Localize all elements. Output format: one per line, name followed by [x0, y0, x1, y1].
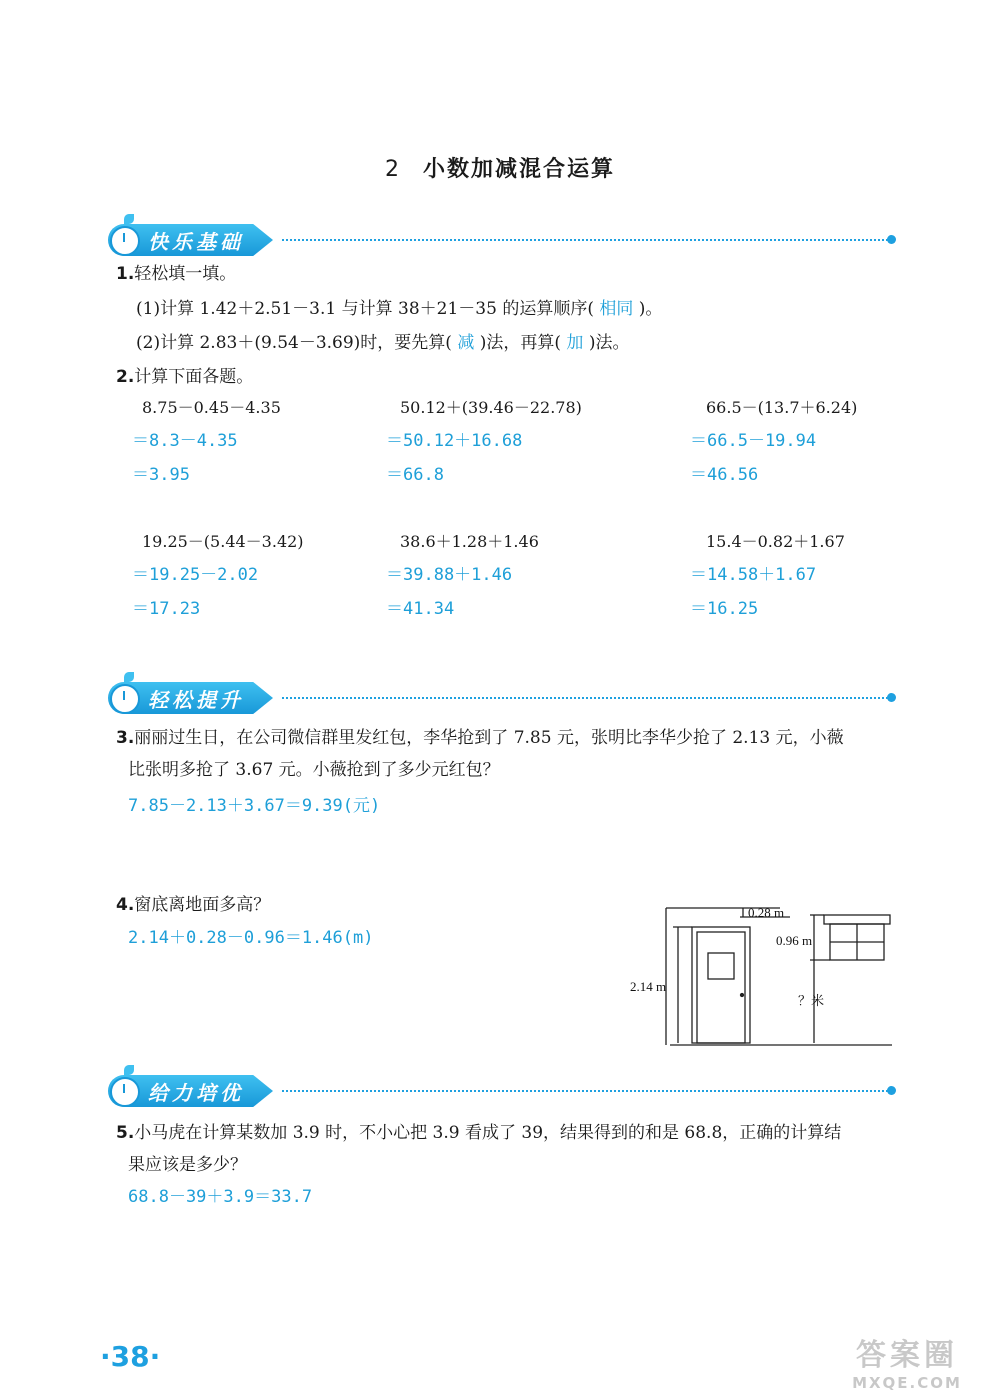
- clock-icon: [110, 1077, 140, 1107]
- leaf-icon: [124, 672, 134, 682]
- question-number: 3.: [116, 728, 135, 748]
- dotted-divider: [282, 697, 888, 699]
- page-number: ·38·: [100, 1340, 161, 1373]
- calc-step: ＝46.56: [690, 465, 759, 485]
- calc-expression: 66.5－(13.7＋6.24): [706, 398, 858, 417]
- fill-answer: 相同: [599, 299, 634, 319]
- calc-step: ＝66.8: [386, 465, 444, 485]
- part-text: )。: [638, 299, 663, 319]
- question-3: [116, 726, 906, 782]
- answer-3: 7.85－2.13＋3.67＝9.39(元): [128, 796, 381, 816]
- calc-step: ＝3.95: [132, 465, 190, 485]
- label-unknown: ？米: [798, 993, 825, 1008]
- question-number: 5.: [116, 1123, 135, 1143]
- question-number: 2.: [116, 367, 135, 387]
- question-number: 1.: [116, 264, 135, 284]
- watermark-url: MXQE.COM: [852, 1374, 962, 1392]
- dotted-divider: [282, 1090, 888, 1092]
- calc-expression: 38.6＋1.28＋1.46: [400, 532, 539, 551]
- watermark-text: 答案圈: [856, 1338, 958, 1373]
- section-label: 轻松提升: [148, 688, 244, 712]
- question-number: 4.: [116, 895, 135, 915]
- question-text: 窗底离地面多高？: [134, 895, 271, 915]
- leaf-icon: [124, 1065, 134, 1075]
- calc-item: [132, 397, 281, 487]
- calc-step: ＝66.5－19.94: [690, 431, 817, 451]
- part-text: (2)计算 2.83＋(9.54－3.69)时，要先算(: [136, 333, 452, 353]
- calc-item: [690, 531, 845, 621]
- fill-answer: 加: [566, 333, 584, 353]
- section-header-advanced: [100, 1063, 900, 1113]
- title-text: 小数加减混合运算: [422, 157, 615, 182]
- question-1-part-2: [136, 331, 629, 355]
- label-door: 2.14 m: [630, 979, 667, 994]
- part-text: )法。: [588, 333, 630, 353]
- section-label: 快乐基础: [148, 230, 244, 254]
- divider-end-dot: [887, 235, 896, 244]
- question-text: 果应该是多少？: [128, 1155, 247, 1175]
- section-label: 给力培优: [148, 1081, 244, 1105]
- fill-answer: 减: [457, 333, 475, 353]
- question-text: 小马虎在计算某数加 3.9 时，不小心把 3.9 看成了 39，结果得到的和是 68.8，正确的计算结: [134, 1123, 842, 1143]
- calc-step: ＝17.23: [132, 599, 201, 619]
- question-1-part-1: [136, 297, 662, 321]
- watermark-logo: [832, 1330, 982, 1392]
- calc-item: [690, 397, 858, 487]
- calc-step: ＝50.12＋16.68: [386, 431, 523, 451]
- section-header-improve: [100, 670, 900, 720]
- label-window: 0.96 m: [776, 933, 813, 948]
- dotted-divider: [282, 239, 888, 241]
- section-number: 2: [384, 157, 401, 182]
- question-text: 计算下面各题。: [134, 367, 254, 387]
- answer-4: 2.14＋0.28－0.96＝1.46(m): [128, 928, 374, 948]
- question-5: [116, 1121, 906, 1177]
- calc-expression: 15.4－0.82＋1.67: [706, 532, 845, 551]
- calc-step: ＝14.58＋1.67: [690, 565, 817, 585]
- page-title: [0, 152, 1000, 183]
- calc-step: ＝41.34: [386, 599, 455, 619]
- calc-item: [386, 531, 539, 621]
- divider-end-dot: [887, 693, 896, 702]
- part-text: )法，再算(: [479, 333, 562, 353]
- calc-item: [386, 397, 582, 487]
- section-header-basic: [100, 212, 900, 262]
- calc-expression: 50.12＋(39.46－22.78): [400, 398, 582, 417]
- question-4: [116, 893, 270, 917]
- question-text: 轻松填一填。: [134, 264, 237, 284]
- calc-expression: 19.25－(5.44－3.42): [142, 532, 304, 551]
- calc-step: ＝16.25: [690, 599, 759, 619]
- clock-icon: [110, 226, 140, 256]
- part-text: (1)计算 1.42＋2.51－3.1 与计算 38＋21－35 的运算顺序(: [136, 299, 594, 319]
- door-window-figure: [630, 905, 900, 1050]
- clock-icon: [110, 684, 140, 714]
- calc-step: ＝19.25－2.02: [132, 565, 259, 585]
- question-2: [116, 365, 253, 389]
- question-1: [116, 262, 236, 286]
- label-top: 0.28 m: [748, 905, 785, 920]
- calc-step: ＝8.3－4.35: [132, 431, 238, 451]
- answer-5: 68.8－39＋3.9＝33.7: [128, 1187, 313, 1207]
- divider-end-dot: [887, 1086, 896, 1095]
- calc-step: ＝39.88＋1.46: [386, 565, 513, 585]
- calc-expression: 8.75－0.45－4.35: [142, 398, 281, 417]
- question-text: 比张明多抢了 3.67 元。小薇抢到了多少元红包？: [128, 760, 500, 780]
- leaf-icon: [124, 214, 134, 224]
- question-text: 丽丽过生日，在公司微信群里发红包，李华抢到了 7.85 元，张明比李华少抢了 2.13 元，小薇: [134, 728, 844, 748]
- calc-item: [132, 531, 304, 621]
